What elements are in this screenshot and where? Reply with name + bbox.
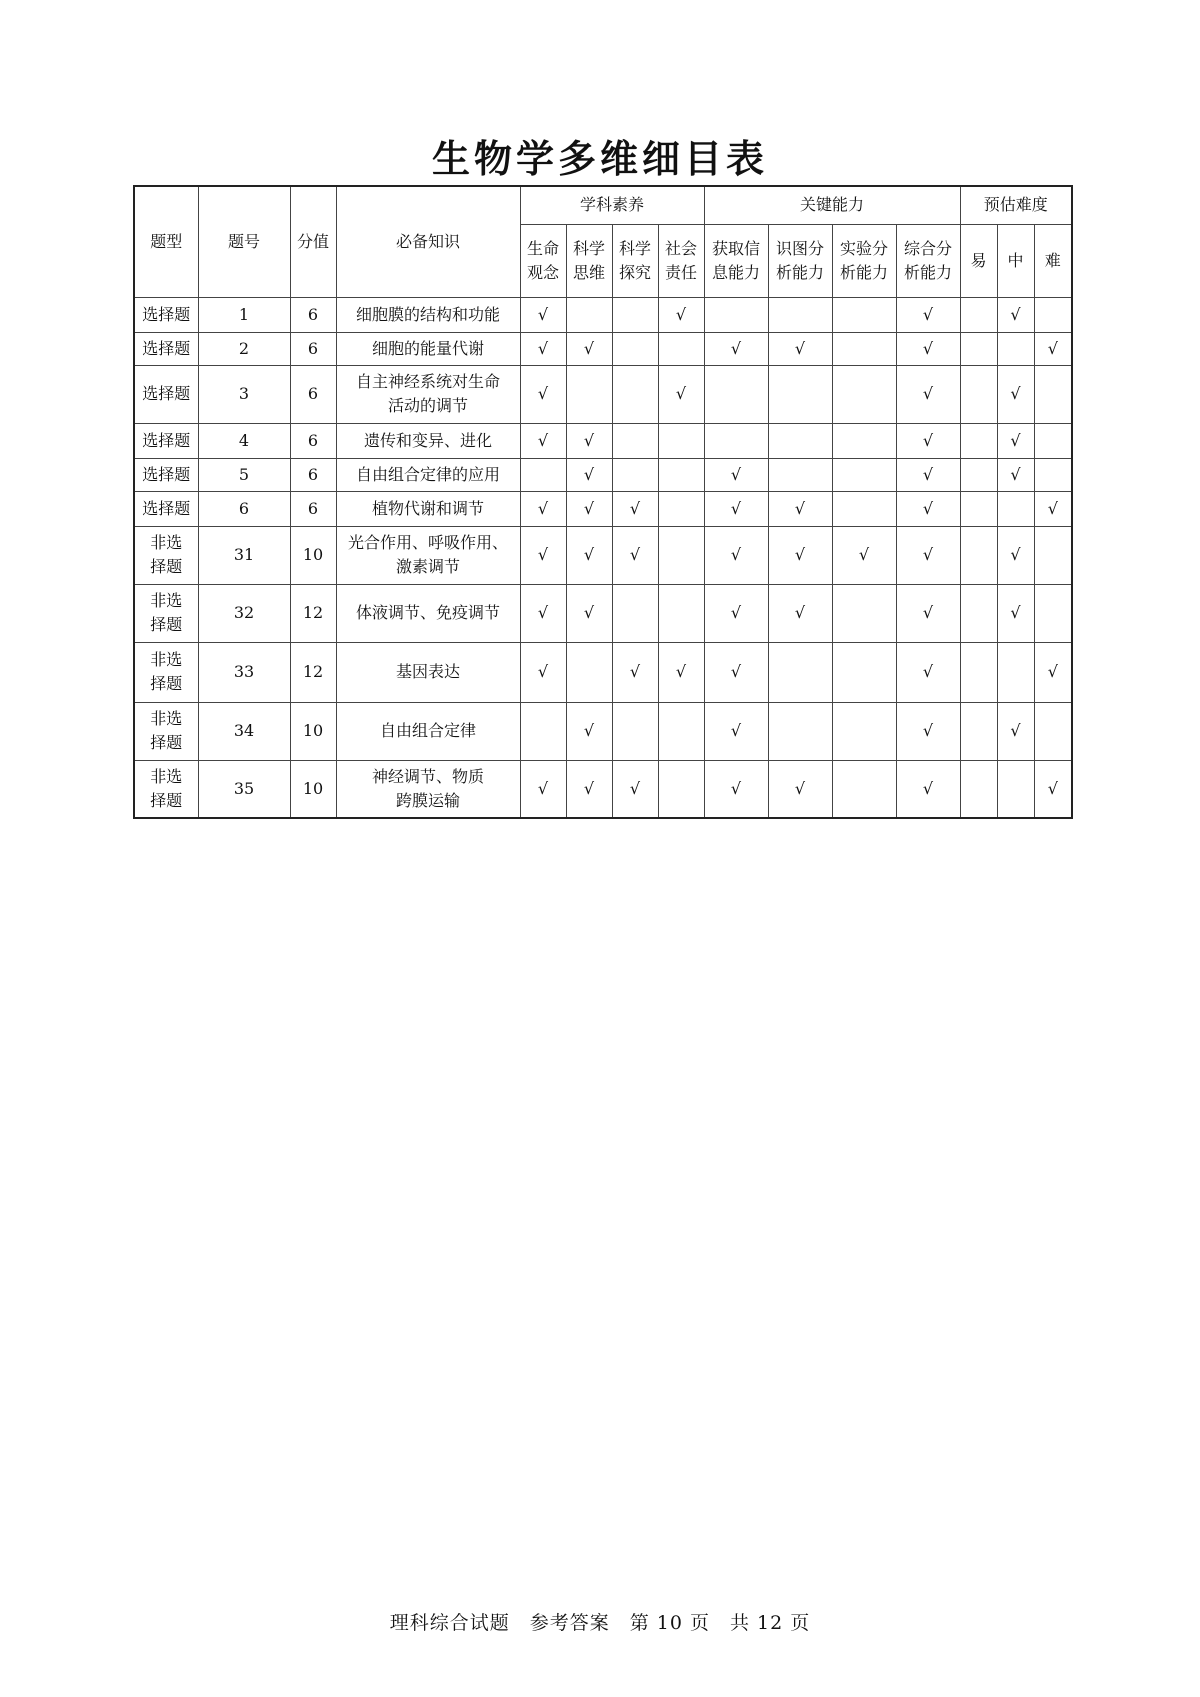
question-score: 10 bbox=[290, 760, 336, 818]
question-type: 选择题 bbox=[134, 423, 198, 458]
check-mark: √ bbox=[520, 491, 566, 526]
table-row bbox=[134, 423, 1072, 458]
empty-cell bbox=[566, 297, 612, 332]
check-mark: √ bbox=[704, 491, 768, 526]
empty-cell bbox=[704, 297, 768, 332]
header-experiment-analysis: 实验分 析能力 bbox=[832, 224, 896, 297]
question-score: 6 bbox=[290, 491, 336, 526]
question-number: 35 bbox=[198, 760, 290, 818]
check-mark: √ bbox=[896, 458, 960, 491]
empty-cell bbox=[960, 702, 997, 760]
empty-cell bbox=[1034, 365, 1072, 423]
question-number: 5 bbox=[198, 458, 290, 491]
page-footer: 理科综合试题 参考答案 第 10 页 共 12 页 bbox=[389, 1612, 811, 1634]
question-number: 3 bbox=[198, 365, 290, 423]
required-knowledge: 自主神经系统对生命 活动的调节 bbox=[336, 365, 520, 423]
table-row bbox=[134, 642, 1072, 702]
required-knowledge: 自由组合定律的应用 bbox=[336, 458, 520, 491]
check-mark: √ bbox=[997, 526, 1034, 584]
empty-cell bbox=[768, 423, 832, 458]
table-row bbox=[134, 297, 1072, 332]
required-knowledge: 植物代谢和调节 bbox=[336, 491, 520, 526]
question-score: 6 bbox=[290, 365, 336, 423]
question-number: 4 bbox=[198, 423, 290, 458]
header-comprehensive-analysis: 综合分 析能力 bbox=[896, 224, 960, 297]
check-mark: √ bbox=[612, 760, 658, 818]
empty-cell bbox=[768, 642, 832, 702]
check-mark: √ bbox=[896, 642, 960, 702]
header-knowledge: 必备知识 bbox=[336, 186, 520, 297]
check-mark: √ bbox=[832, 526, 896, 584]
check-mark: √ bbox=[896, 423, 960, 458]
empty-cell bbox=[1034, 702, 1072, 760]
check-mark: √ bbox=[658, 642, 704, 702]
empty-cell bbox=[612, 584, 658, 642]
table-row bbox=[134, 584, 1072, 642]
table-row bbox=[134, 491, 1072, 526]
table-row bbox=[134, 332, 1072, 365]
empty-cell bbox=[1034, 458, 1072, 491]
empty-cell bbox=[832, 332, 896, 365]
header-number: 题号 bbox=[198, 186, 290, 297]
empty-cell bbox=[612, 423, 658, 458]
check-mark: √ bbox=[997, 702, 1034, 760]
check-mark: √ bbox=[566, 458, 612, 491]
empty-cell bbox=[832, 491, 896, 526]
check-mark: √ bbox=[520, 423, 566, 458]
header-info-acquisition: 获取信 息能力 bbox=[704, 224, 768, 297]
empty-cell bbox=[658, 458, 704, 491]
table-row bbox=[134, 458, 1072, 491]
required-knowledge: 自由组合定律 bbox=[336, 702, 520, 760]
required-knowledge: 光合作用、呼吸作用、 激素调节 bbox=[336, 526, 520, 584]
check-mark: √ bbox=[566, 584, 612, 642]
empty-cell bbox=[832, 642, 896, 702]
question-type: 选择题 bbox=[134, 297, 198, 332]
empty-cell bbox=[997, 760, 1034, 818]
empty-cell bbox=[997, 642, 1034, 702]
check-mark: √ bbox=[896, 760, 960, 818]
check-mark: √ bbox=[704, 458, 768, 491]
empty-cell bbox=[1034, 423, 1072, 458]
check-mark: √ bbox=[1034, 760, 1072, 818]
empty-cell bbox=[960, 760, 997, 818]
question-type: 非选 择题 bbox=[134, 526, 198, 584]
empty-cell bbox=[832, 760, 896, 818]
question-score: 10 bbox=[290, 526, 336, 584]
check-mark: √ bbox=[520, 297, 566, 332]
check-mark: √ bbox=[520, 760, 566, 818]
check-mark: √ bbox=[704, 584, 768, 642]
header-score: 分值 bbox=[290, 186, 336, 297]
empty-cell bbox=[658, 491, 704, 526]
empty-cell bbox=[960, 642, 997, 702]
empty-cell bbox=[832, 458, 896, 491]
check-mark: √ bbox=[896, 584, 960, 642]
empty-cell bbox=[612, 702, 658, 760]
empty-cell bbox=[1034, 584, 1072, 642]
check-mark: √ bbox=[704, 642, 768, 702]
empty-cell bbox=[704, 423, 768, 458]
check-mark: √ bbox=[997, 365, 1034, 423]
check-mark: √ bbox=[520, 642, 566, 702]
empty-cell bbox=[566, 365, 612, 423]
question-type: 选择题 bbox=[134, 332, 198, 365]
check-mark: √ bbox=[768, 760, 832, 818]
check-mark: √ bbox=[768, 526, 832, 584]
check-mark: √ bbox=[704, 760, 768, 818]
empty-cell bbox=[832, 365, 896, 423]
question-type: 非选 择题 bbox=[134, 702, 198, 760]
question-number: 33 bbox=[198, 642, 290, 702]
check-mark: √ bbox=[896, 332, 960, 365]
header-group-ability: 关键能力 bbox=[704, 186, 960, 224]
check-mark: √ bbox=[1034, 642, 1072, 702]
question-type: 非选 择题 bbox=[134, 642, 198, 702]
check-mark: √ bbox=[896, 365, 960, 423]
check-mark: √ bbox=[612, 491, 658, 526]
check-mark: √ bbox=[566, 526, 612, 584]
detail-table bbox=[133, 185, 1073, 819]
table-row bbox=[134, 702, 1072, 760]
empty-cell bbox=[566, 642, 612, 702]
table-row bbox=[134, 365, 1072, 423]
question-score: 6 bbox=[290, 297, 336, 332]
header-group-difficulty: 预估难度 bbox=[960, 186, 1072, 224]
question-type: 非选 择题 bbox=[134, 584, 198, 642]
empty-cell bbox=[768, 702, 832, 760]
empty-cell bbox=[960, 332, 997, 365]
question-type: 非选 择题 bbox=[134, 760, 198, 818]
empty-cell bbox=[612, 332, 658, 365]
empty-cell bbox=[704, 365, 768, 423]
question-number: 31 bbox=[198, 526, 290, 584]
empty-cell bbox=[960, 584, 997, 642]
check-mark: √ bbox=[768, 584, 832, 642]
check-mark: √ bbox=[704, 332, 768, 365]
empty-cell bbox=[960, 491, 997, 526]
question-type: 选择题 bbox=[134, 365, 198, 423]
check-mark: √ bbox=[612, 642, 658, 702]
check-mark: √ bbox=[997, 297, 1034, 332]
header-group-literacy: 学科素养 bbox=[520, 186, 704, 224]
check-mark: √ bbox=[658, 297, 704, 332]
header-science-inquiry: 科学 探究 bbox=[612, 224, 658, 297]
check-mark: √ bbox=[612, 526, 658, 584]
check-mark: √ bbox=[997, 458, 1034, 491]
check-mark: √ bbox=[566, 702, 612, 760]
question-score: 12 bbox=[290, 642, 336, 702]
empty-cell bbox=[960, 526, 997, 584]
check-mark: √ bbox=[658, 365, 704, 423]
question-score: 6 bbox=[290, 458, 336, 491]
empty-cell bbox=[1034, 526, 1072, 584]
question-number: 32 bbox=[198, 584, 290, 642]
question-number: 34 bbox=[198, 702, 290, 760]
empty-cell bbox=[997, 491, 1034, 526]
check-mark: √ bbox=[566, 491, 612, 526]
question-type: 选择题 bbox=[134, 458, 198, 491]
empty-cell bbox=[658, 526, 704, 584]
check-mark: √ bbox=[704, 702, 768, 760]
required-knowledge: 神经调节、物质 跨膜运输 bbox=[336, 760, 520, 818]
check-mark: √ bbox=[896, 491, 960, 526]
check-mark: √ bbox=[520, 332, 566, 365]
empty-cell bbox=[768, 458, 832, 491]
empty-cell bbox=[832, 584, 896, 642]
empty-cell bbox=[960, 458, 997, 491]
check-mark: √ bbox=[1034, 332, 1072, 365]
header-difficulty-hard: 难 bbox=[1034, 224, 1072, 297]
question-number: 6 bbox=[198, 491, 290, 526]
header-life-concept: 生命 观念 bbox=[520, 224, 566, 297]
empty-cell bbox=[832, 423, 896, 458]
check-mark: √ bbox=[768, 491, 832, 526]
required-knowledge: 细胞膜的结构和功能 bbox=[336, 297, 520, 332]
empty-cell bbox=[768, 297, 832, 332]
table-row bbox=[134, 760, 1072, 818]
empty-cell bbox=[612, 297, 658, 332]
question-score: 10 bbox=[290, 702, 336, 760]
empty-cell bbox=[658, 584, 704, 642]
check-mark: √ bbox=[520, 365, 566, 423]
required-knowledge: 体液调节、免疫调节 bbox=[336, 584, 520, 642]
empty-cell bbox=[960, 423, 997, 458]
question-type: 选择题 bbox=[134, 491, 198, 526]
question-score: 6 bbox=[290, 332, 336, 365]
empty-cell bbox=[612, 365, 658, 423]
header-difficulty-medium: 中 bbox=[997, 224, 1034, 297]
empty-cell bbox=[658, 332, 704, 365]
question-score: 12 bbox=[290, 584, 336, 642]
check-mark: √ bbox=[1034, 491, 1072, 526]
check-mark: √ bbox=[704, 526, 768, 584]
empty-cell bbox=[960, 365, 997, 423]
empty-cell bbox=[658, 702, 704, 760]
header-social-responsibility: 社会 责任 bbox=[658, 224, 704, 297]
empty-cell bbox=[658, 423, 704, 458]
question-number: 2 bbox=[198, 332, 290, 365]
check-mark: √ bbox=[896, 702, 960, 760]
question-score: 6 bbox=[290, 423, 336, 458]
table-row bbox=[134, 526, 1072, 584]
check-mark: √ bbox=[768, 332, 832, 365]
required-knowledge: 基因表达 bbox=[336, 642, 520, 702]
empty-cell bbox=[612, 458, 658, 491]
empty-cell bbox=[1034, 297, 1072, 332]
check-mark: √ bbox=[520, 526, 566, 584]
check-mark: √ bbox=[520, 584, 566, 642]
required-knowledge: 遗传和变异、进化 bbox=[336, 423, 520, 458]
empty-cell bbox=[520, 702, 566, 760]
check-mark: √ bbox=[566, 423, 612, 458]
empty-cell bbox=[832, 297, 896, 332]
check-mark: √ bbox=[896, 297, 960, 332]
check-mark: √ bbox=[997, 584, 1034, 642]
question-number: 1 bbox=[198, 297, 290, 332]
empty-cell bbox=[768, 365, 832, 423]
empty-cell bbox=[658, 760, 704, 818]
check-mark: √ bbox=[997, 423, 1034, 458]
empty-cell bbox=[520, 458, 566, 491]
header-science-thinking: 科学 思维 bbox=[566, 224, 612, 297]
required-knowledge: 细胞的能量代谢 bbox=[336, 332, 520, 365]
check-mark: √ bbox=[896, 526, 960, 584]
header-difficulty-easy: 易 bbox=[960, 224, 997, 297]
empty-cell bbox=[832, 702, 896, 760]
page-title: 生物学多维细目表 bbox=[431, 137, 768, 181]
empty-cell bbox=[997, 332, 1034, 365]
empty-cell bbox=[960, 297, 997, 332]
header-chart-analysis: 识图分 析能力 bbox=[768, 224, 832, 297]
header-type: 题型 bbox=[134, 186, 198, 297]
check-mark: √ bbox=[566, 332, 612, 365]
check-mark: √ bbox=[566, 760, 612, 818]
